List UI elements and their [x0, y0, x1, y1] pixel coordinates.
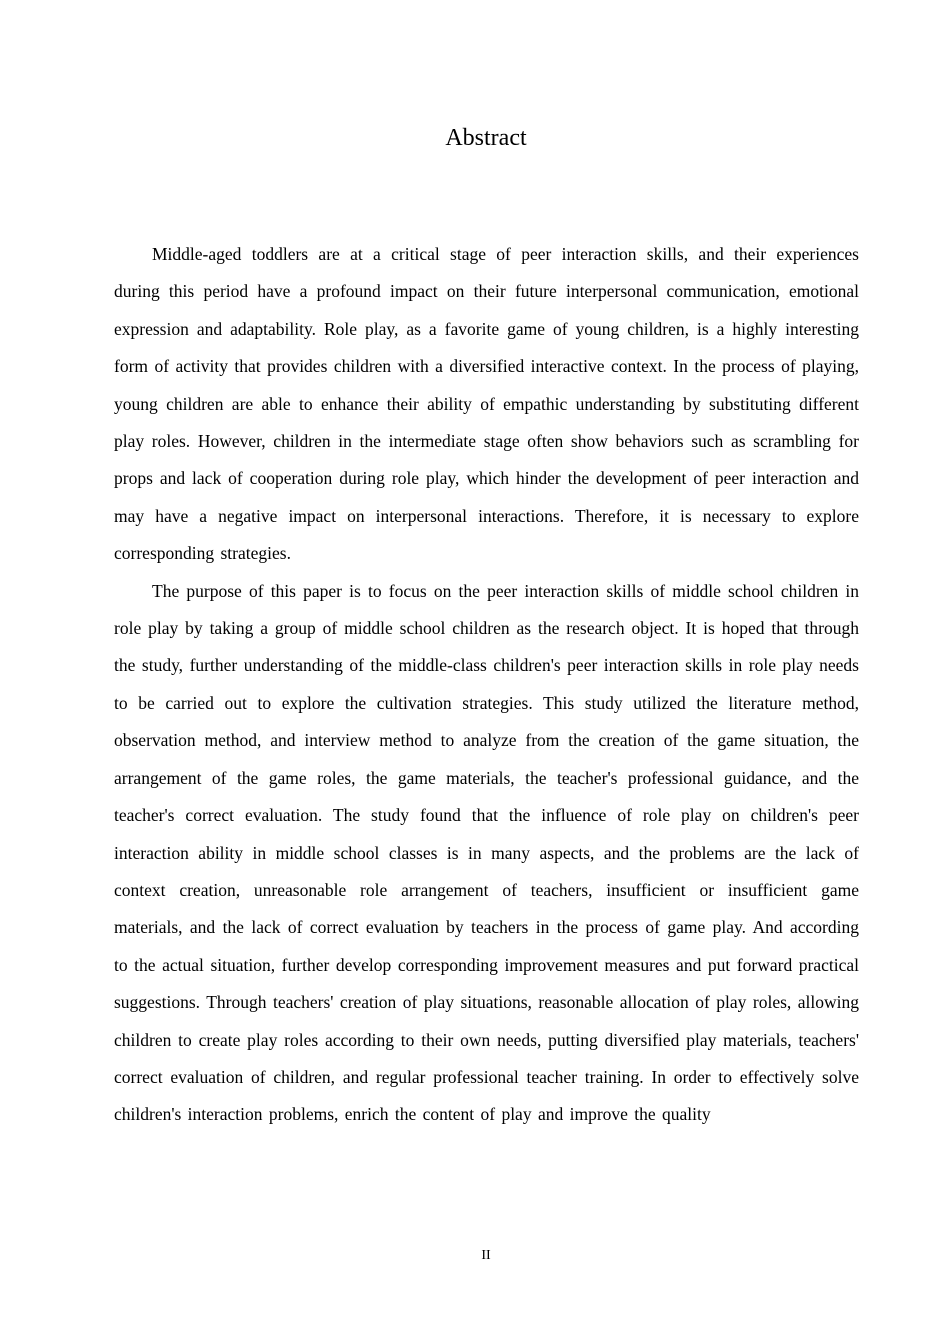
abstract-paragraph-2: The purpose of this paper is to focus on the peer interaction skills of middle school children in role play by taking a group of middle school children as the research object. It is hoped that through the study, further understanding of the middle-class children's peer interaction skills in role play needs to be carried out to explore the cultivation strategies. This study utilized the literature method, observation method, and interview method to analyze from the creation of the game situation, the arrangement of the game roles, the game materials, the teacher's professional guidance, and the teacher's correct evaluation. The study found that the influence of role play on children's peer interaction ability in middle school classes is in many aspects, and the problems are the lack of context creation, unreasonable role arrangement of teachers, insufficient or insufficient game materials, and the lack of correct evaluation by teachers in the process of game play. And according to the actual situation, further develop corresponding improvement measures and put forward practical suggestions. Through teachers' creation of play situations, reasonable allocation of play roles, allowing children to create play roles according to their own needs, putting diversified play materials, teachers' correct evaluation of children, and regular professional teacher training. In order to effectively solve children's interaction problems, enrich the content of play and improve the quality: [114, 580, 859, 1125]
page-title: Abstract: [445, 125, 527, 151]
page-number: II: [481, 1248, 491, 1263]
abstract-body: [114, 236, 859, 1134]
abstract-paragraph-1: Middle-aged toddlers are at a critical stage of peer interaction skills, and their experiences during this period have a profound impact on their future interpersonal communication, emotional expression and adaptability. Role play, as a favorite game of young children, is a highly interesting form of activity that provides children with a diversified interactive context. In the process of playing, young children are able to enhance their ability of empathic understanding by substituting different play roles. However, children in the intermediate stage often show behaviors such as scrambling for props and lack of cooperation during role play, which hinder the development of peer interaction and may have a negative impact on interpersonal interactions. Therefore, it is necessary to explore corresponding strategies.: [114, 244, 859, 564]
